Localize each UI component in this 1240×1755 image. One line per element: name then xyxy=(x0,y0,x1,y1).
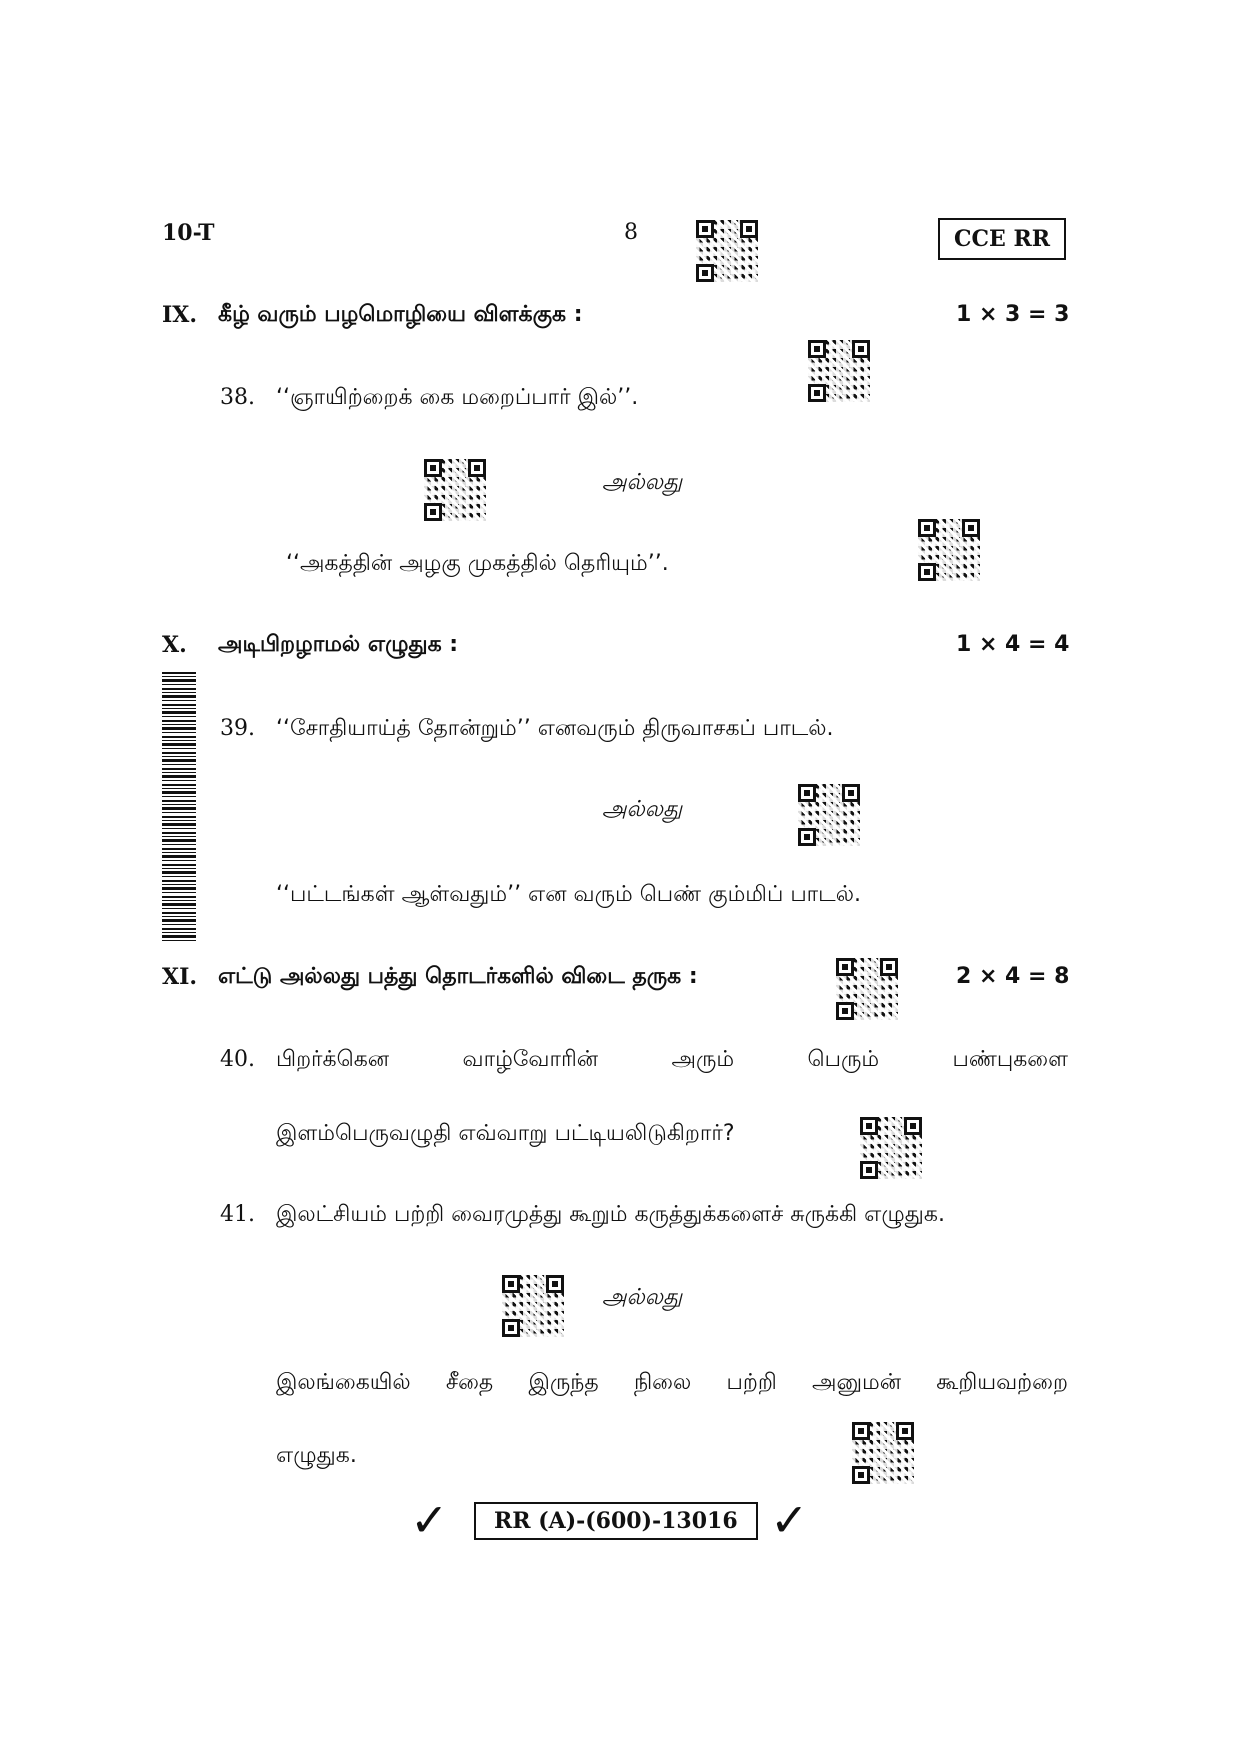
or-label: அல்லது xyxy=(602,470,683,495)
qr-code-icon xyxy=(696,220,758,282)
qr-code-icon xyxy=(424,459,486,521)
question-40-line-1 xyxy=(276,1045,1068,1075)
word: அனுமன் xyxy=(812,1370,902,1395)
word: கூறியவற்றை xyxy=(936,1370,1068,1395)
section-ix-title: கீழ் வரும் பழமொழியை விளக்குக : xyxy=(218,302,583,327)
page-number: 8 xyxy=(624,220,638,245)
section-xi-title: எட்டு அல்லது பத்து தொடர்களில் விடை தருக : xyxy=(218,964,698,989)
question-41-number: 41. xyxy=(220,1202,255,1227)
question-39-number: 39. xyxy=(220,716,255,741)
section-x-numeral: X. xyxy=(162,632,187,658)
section-ix-numeral: IX. xyxy=(162,302,198,328)
question-38-text: ‘‘ஞாயிற்றைக் கை மறைப்பார் இல்’’. xyxy=(276,385,639,410)
qr-code-icon xyxy=(502,1275,564,1337)
section-x-marks: 1 × 4 = 4 xyxy=(956,632,1070,657)
check-mark-icon: ✓ xyxy=(770,1493,809,1547)
qr-code-icon xyxy=(860,1117,922,1179)
question-41-alt-line-1 xyxy=(276,1368,1068,1398)
word: பெரும் xyxy=(807,1047,880,1072)
exam-code-box: CCE RR xyxy=(938,218,1066,260)
question-38-number: 38. xyxy=(220,385,255,410)
word: நிலை xyxy=(633,1370,692,1395)
question-38-alt-text: ‘‘அகத்தின் அழகு முகத்தில் தெரியும்’’. xyxy=(286,551,669,576)
section-x-title: அடிபிறழாமல் எழுதுக : xyxy=(218,632,459,657)
paper-code: 10-T xyxy=(162,220,215,246)
question-40-number: 40. xyxy=(220,1047,255,1072)
barcode-icon xyxy=(162,672,196,944)
word: வாழ்வோரின் xyxy=(462,1047,599,1072)
question-40-line-2: இளம்பெருவழுதி எவ்வாறு பட்டியலிடுகிறார்? xyxy=(276,1121,735,1146)
qr-code-icon xyxy=(918,519,980,581)
section-xi-marks: 2 × 4 = 8 xyxy=(956,964,1070,989)
word: பற்றி xyxy=(726,1370,777,1395)
check-mark-icon: ✓ xyxy=(410,1493,449,1547)
qr-code-icon xyxy=(852,1422,914,1484)
qr-code-icon xyxy=(836,958,898,1020)
word: சீதை xyxy=(445,1370,494,1395)
or-label: அல்லது xyxy=(602,1285,683,1310)
question-39-alt-text: ‘‘பட்டங்கள் ஆள்வதும்’’ என வரும் பெண் கும்மிப் பாடல். xyxy=(276,882,861,907)
or-label: அல்லது xyxy=(602,797,683,822)
question-41-alt-line-2: எழுதுக. xyxy=(276,1443,357,1468)
question-39-text: ‘‘சோதியாய்த் தோன்றும்’’ எனவரும் திருவாசகப் பாடல். xyxy=(276,716,834,741)
qr-code-icon xyxy=(808,340,870,402)
qr-code-icon xyxy=(798,784,860,846)
word: அரும் xyxy=(671,1047,735,1072)
word: இலங்கையில் xyxy=(276,1370,411,1395)
word: இருந்த xyxy=(528,1370,599,1395)
footer-code-box: RR (A)-(600)-13016 xyxy=(474,1502,758,1540)
section-xi-numeral: XI. xyxy=(162,964,198,990)
word: பண்புகளை xyxy=(952,1047,1068,1072)
section-ix-marks: 1 × 3 = 3 xyxy=(956,302,1070,327)
question-41-text: இலட்சியம் பற்றி வைரமுத்து கூறும் கருத்துக்களைச் சுருக்கி எழுதுக. xyxy=(276,1202,945,1227)
word: பிறர்க்கென xyxy=(276,1047,390,1072)
